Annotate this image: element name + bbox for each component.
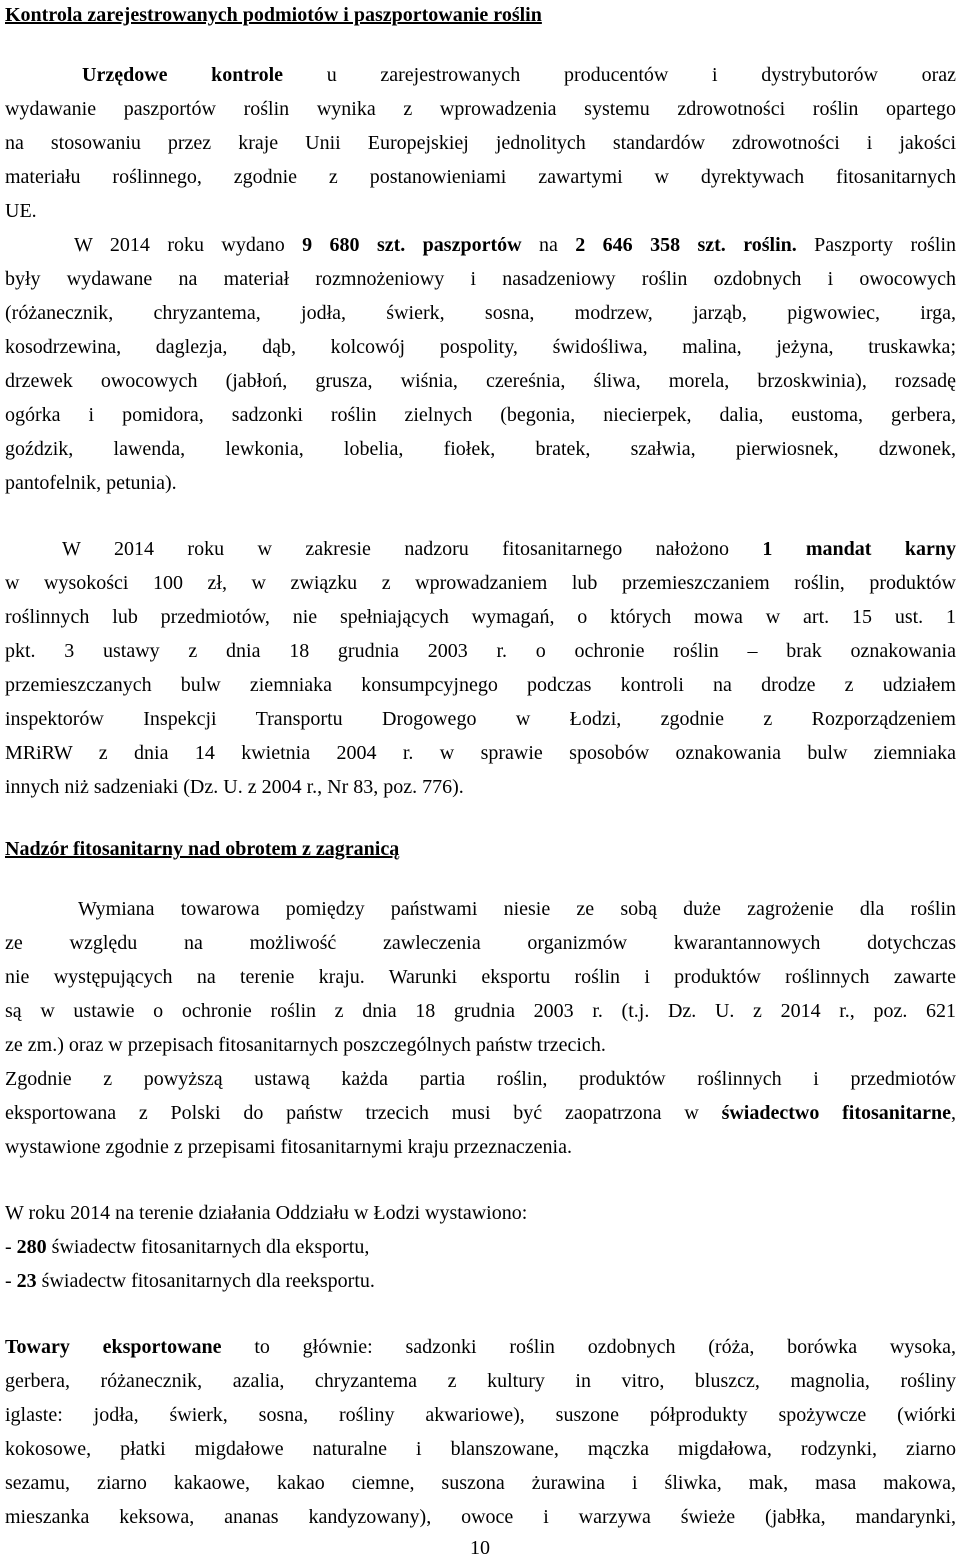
page-number: 10 <box>470 1537 490 1559</box>
spacer <box>5 30 956 58</box>
text-span: , <box>951 1102 957 1124</box>
text-line: w wysokości 100 zł, w związku z wprowadzaniem lub przemieszczaniem roślin, produktów <box>5 572 956 594</box>
spacer <box>5 866 956 892</box>
text-span: Paszporty roślin <box>796 234 956 256</box>
text-line <box>5 1330 956 1364</box>
paragraph-certificates-issued <box>5 1196 956 1298</box>
text-span: u zarejestrowanych producentów i dystrybutorów oraz <box>283 64 957 86</box>
bold-phrase: Towary eksportowane <box>5 1336 222 1358</box>
text-line: UE. <box>5 200 37 222</box>
text-line: W roku 2014 na terenie działania Oddziału w Łodzi wystawiono: <box>5 1202 528 1224</box>
fine-count: 1 mandat karny <box>762 538 956 560</box>
text-line: MRiRW z dnia 14 kwietnia 2004 r. w sprawie sposobów oznakowania bulw ziemniaka <box>5 742 956 764</box>
text-line: roślinnych lub przedmiotów, nie spełniających wymagań, o których mowa w art. 15 ust. 1 <box>5 606 956 628</box>
text-line: mieszanka keksowa, ananas kandyzowany), owoce i warzywa świeże (jabłka, mandarynki, <box>5 1506 956 1528</box>
passport-count: 9 680 szt. paszportów <box>302 234 522 256</box>
heading-text: Nadzór fitosanitarny nad obrotem z zagranicą <box>5 838 400 860</box>
text-line: iglaste: jodła, świerk, sosna, rośliny akwariowe), suszone półprodukty spożywcze (wiórki <box>5 1404 956 1426</box>
text-line: Zgodnie z powyższą ustawą każda partia roślin, produktów roślinnych i przedmiotów <box>5 1068 956 1090</box>
paragraph-exported-goods <box>5 1330 956 1534</box>
spacer <box>5 1298 956 1330</box>
text-line: pkt. 3 ustawy z dnia 18 grudnia 2003 r. o ochronie roślin – brak oznakowania <box>5 640 956 662</box>
text-span: to głównie: sadzonki roślin ozdobnych (róża, borówka wysoka, <box>221 1336 956 1358</box>
heading-text: Kontrola zarejestrowanych podmiotów i paszportowanie roślin <box>5 4 542 26</box>
text-line: drzewek owocowych (jabłoń, grusza, wiśnia, czereśnia, śliwa, morela, brzoskwinia), rozsadę <box>5 370 956 392</box>
list-dash: - <box>5 1236 17 1258</box>
text-line: kosodrzewina, daglezja, dąb, kolcowój pospolity, świdośliwa, malina, jeżyna, truskawka; <box>5 336 956 358</box>
text-line <box>5 532 956 566</box>
text-line <box>5 1096 956 1130</box>
text-line: wydawanie paszportów roślin wynika z wprowadzenia systemu zdrowotności roślin opartego <box>5 98 956 120</box>
spacer <box>5 1164 956 1196</box>
text-span: świadectw fitosanitarnych dla reeksportu. <box>36 1270 375 1292</box>
text-line: gerbera, różanecznik, azalia, chryzantema z kultury in vitro, bluszcz, magnolia, rośliny <box>5 1370 956 1392</box>
list-dash: - <box>5 1270 17 1292</box>
text-line: wystawione zgodnie z przepisami fitosanitarnymi kraju przeznaczenia. <box>5 1136 572 1158</box>
text-line: inspektorów Inspekcji Transportu Drogowego w Łodzi, zgodnie z Rozporządzeniem <box>5 708 956 730</box>
certificate-term: świadectwo fitosanitarne <box>721 1102 952 1124</box>
text-line: sezamu, ziarno kakaowe, kakao ciemne, suszona żurawina i śliwka, mak, masa makowa, <box>5 1472 956 1494</box>
text-line: były wydawane na materiał rozmnożeniowy i nasadzeniowy roślin ozdobnych i owocowych <box>5 268 956 290</box>
text-line: materiału roślinnego, zgodnie z postanowieniami zawartymi w dyrektywach fitosanitarnych <box>5 166 956 188</box>
text-line: ze względu na możliwość zawleczenia organizmów kwarantannowych dotychczas <box>5 932 956 954</box>
text-line: są w ustawie o ochronie roślin z dnia 18 grudnia 2003 r. (t.j. Dz. U. z 2014 r., poz. 621 <box>5 1000 956 1022</box>
text-line: pantofelnik, petunia). <box>5 472 177 494</box>
text-line: (różanecznik, chryzantema, jodła, świerk, sosna, modrzew, jarząb, pigwowiec, irga, <box>5 302 956 324</box>
paragraph-passports-issued <box>5 228 956 500</box>
text-line: kokosowe, płatki migdałowe naturalne i blanszowane, mączka migdałowa, rodzynki, ziarno <box>5 1438 956 1460</box>
list-item <box>5 1264 956 1298</box>
text-line <box>5 228 956 262</box>
spacer <box>5 500 956 532</box>
text-line: goździk, lawenda, lewkonia, lobelia, fiołek, bratek, szałwia, pierwiosnek, dzwonek, <box>5 438 956 460</box>
plant-count: 2 646 358 szt. roślin. <box>575 234 797 256</box>
text-line: ogórka i pomidora, sadzonki roślin zielnych (begonia, niecierpek, dalia, eustoma, gerbera, <box>5 404 956 426</box>
section-heading-registered-entities <box>5 0 956 30</box>
text-span: eksportowana z Polski do państw trzecich musi być zaopatrzona w <box>5 1102 722 1124</box>
text-span: W 2014 roku wydano <box>74 234 303 256</box>
bold-phrase: Urzędowe kontrole <box>82 64 284 86</box>
text-line: Wymiana towarowa pomiędzy państwami niesie ze sobą duże zagrożenie dla roślin <box>78 898 956 920</box>
text-line: nie występujących na terenie kraju. Warunki eksportu roślin i produktów roślinnych zawarte <box>5 966 956 988</box>
text-line: przemieszczanych bulw ziemniaka konsumpcyjnego podczas kontroli na drodze z udziałem <box>5 674 956 696</box>
text-span: W 2014 roku w zakresie nadzoru fitosanitarnego nałożono <box>62 538 763 560</box>
text-line: innych niż sadzeniaki (Dz. U. z 2004 r., Nr 83, poz. 776). <box>5 776 464 798</box>
text-line <box>5 58 956 92</box>
export-certificate-count: 280 <box>16 1236 47 1258</box>
text-span: na <box>521 234 576 256</box>
list-item <box>5 1230 956 1264</box>
text-span: świadectw fitosanitarnych dla eksportu, <box>46 1236 370 1258</box>
paragraph-trade-exchange <box>5 892 956 1164</box>
section-heading-foreign-trade <box>5 832 956 866</box>
paragraph-official-controls <box>5 58 956 228</box>
reexport-certificate-count: 23 <box>16 1270 37 1292</box>
spacer <box>5 804 956 832</box>
text-line: ze zm.) oraz w przepisach fitosanitarnych poszczególnych państw trzecich. <box>5 1034 606 1056</box>
text-line: na stosowaniu przez kraje Unii Europejskiej jednolitych standardów zdrowotności i jakości <box>5 132 956 154</box>
paragraph-fine <box>5 532 956 804</box>
